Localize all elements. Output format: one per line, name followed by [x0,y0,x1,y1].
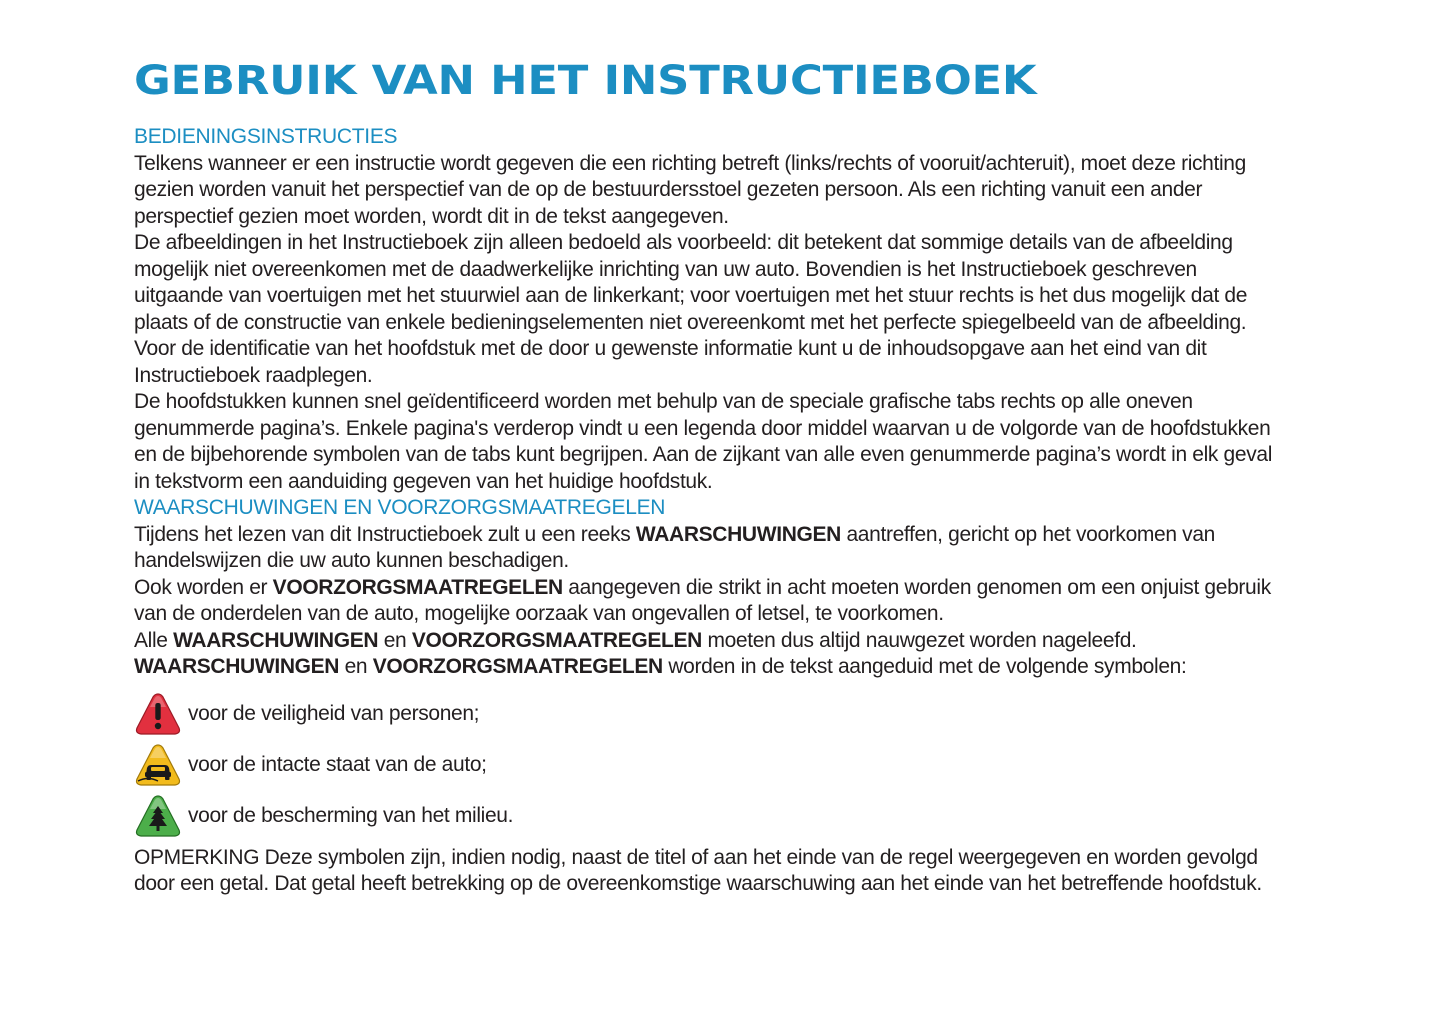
emphasis-precautions: VOORZORGSMAATREGELEN [272,575,563,599]
text-run: aangegeven die strikt in acht moeten worden genomen om een onjuist gebruik van de onderdelen van de auto, mogelijke oorzaak van ongevallen of letsel, te voorkomen. [134,575,1271,625]
warning-car-icon [134,742,182,788]
symbol-row-person-safety [134,689,1334,740]
emphasis-precautions: VOORZORGSMAATREGELEN [411,628,702,652]
symbol-row-environment [134,791,1334,842]
emphasis-warnings: WAARSCHUWINGEN [134,655,340,678]
symbol-legend [134,689,1334,842]
paragraph: De hoofdstukken kunnen snel geïdentificeerd worden met behulp van de speciale grafische tabs rechts op alle oneven genummerde pagina’s. Enkele pagina's verderop vindt u een legenda door middel waarvan u de volgorde van de hoofdstukken en de bijbehorende symbolen van de tabs kunt begrijpen. Aan de zijkant van alle even genummerde pagina’s wordt in elk geval in tekstvorm een aanduiding gegeven van het huidige hoofdstuk. [134,390,1273,493]
paragraph [134,628,1334,655]
page-content [134,58,1334,898]
symbol-label: voor de bescherming van het milieu. [188,804,514,827]
symbol-label: voor de intacte staat van de auto; [188,753,487,776]
emphasis-warnings: WAARSCHUWINGEN [173,628,379,652]
text-run: Alle [134,628,174,652]
note-paragraph: OPMERKING Deze symbolen zijn, indien nodig, naast de titel of aan het einde van de regel weergegeven en worden gevolgd door een getal. Dat getal heeft betrekking op de overeenkomstige waarschuwing aan het einde van het betreffende hoofdstuk. [134,845,1262,895]
text-run: Tijdens het lezen van dit Instructieboek zult u een reeks [134,522,636,546]
text-run: moeten dus altijd nauwgezet worden nageleefd. [701,628,1137,652]
symbol-label: voor de veiligheid van personen; [188,702,480,725]
paragraph [134,575,1334,628]
section-heading-operating-instructions: BEDIENINGSINSTRUCTIES [134,125,398,148]
text-run: worden in de tekst aangeduid met de volgende symbolen: [662,655,1187,678]
text-run: aantreffen, gericht op het voorkomen van handelswijzen die uw auto kunnen beschadigen. [134,522,1215,572]
paragraph [134,522,1334,575]
paragraph: Voor de identificatie van het hoofdstuk met de door u gewenste informatie kunt u de inhoudsopgave aan het eind van dit Instructieboek raadplegen. [134,337,1207,387]
warning-person-icon [134,691,182,737]
text-run: en [378,628,412,652]
text-run: en [339,655,373,678]
paragraph [134,654,1334,681]
section-heading-warnings: WAARSCHUWINGEN EN VOORZORGSMAATREGELEN [134,496,666,519]
text-run: Ook worden er [134,575,273,599]
warning-environment-icon [134,793,182,839]
paragraph: De afbeeldingen in het Instructieboek zijn alleen bedoeld als voorbeeld: dit betekent dat sommige details van de afbeelding mogelijk niet overeenkomen met de daadwerkelijke inrichting van uw auto. Bovendien is het Instructieboek geschreven uitgaande van voertuigen met het stuurwiel aan de linkerkant; voor voertuigen met het stuur rechts is het dus mogelijk dat de plaats of de constructie van enkele bedieningselementen niet overeenkomt met het perfecte spiegelbeeld van de afbeelding. [134,231,1248,334]
symbol-row-car-condition [134,740,1334,791]
emphasis-warnings: WAARSCHUWINGEN [635,522,841,546]
page-title: GEBRUIK VAN HET INSTRUCTIEBOEK [134,58,1037,104]
paragraph: Telkens wanneer er een instructie wordt gegeven die een richting betreft (links/rechts of vooruit/achteruit), moet deze richting gezien worden vanuit het perspectief van de op de bestuurdersstoel gezeten persoon. Als een richting vanuit een ander perspectief gezien moet worden, wordt dit in de tekst aangegeven. [134,151,1246,228]
emphasis-precautions: VOORZORGSMAATREGELEN [372,655,663,678]
